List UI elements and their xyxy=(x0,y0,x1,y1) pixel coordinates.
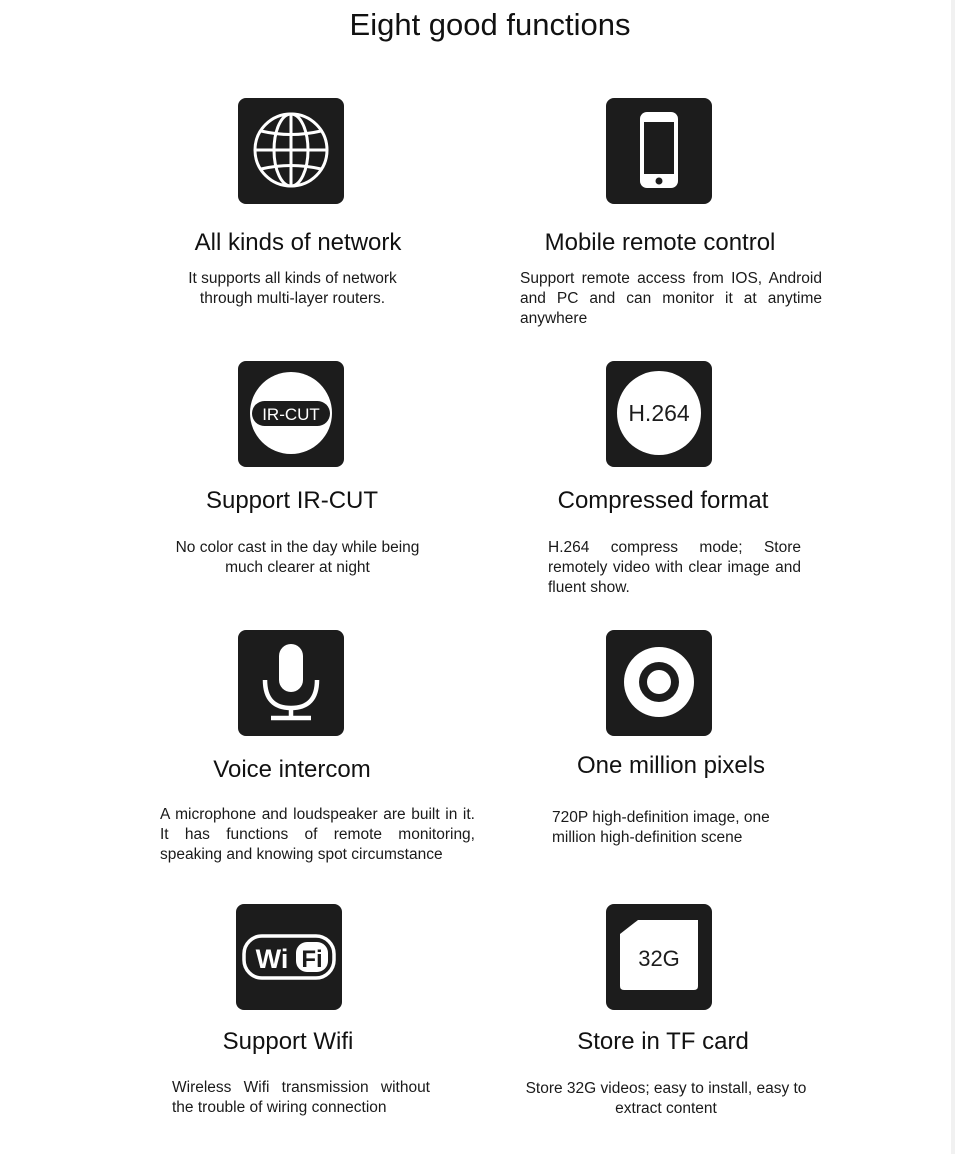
camera-lens-icon xyxy=(606,630,712,736)
feature-title-pixels: One million pixels xyxy=(576,752,766,779)
feature-desc-compressed: H.264 compress mode; Store remotely video with clear image and fluent show. xyxy=(548,539,801,596)
feature-title-wifi: Support Wifi xyxy=(222,1028,354,1055)
globe-icon xyxy=(238,98,344,204)
feature-desc-wifi: Wireless Wifi transmission without the trouble of wiring connection xyxy=(172,1079,430,1116)
page-edge xyxy=(951,0,955,1154)
h264-icon-label: H.264 xyxy=(628,400,690,426)
wifi-logo-icon xyxy=(236,904,342,1010)
feature-desc-mobile: Support remote access from IOS, Android and PC and can monitor it at anytime anywhere xyxy=(520,270,822,327)
ir-cut-icon-label: IR-CUT xyxy=(262,405,320,424)
feature-title-compressed: Compressed format xyxy=(557,487,769,514)
feature-title-mobile: Mobile remote control xyxy=(544,229,776,256)
page-title: Eight good functions xyxy=(349,7,631,42)
feature-desc-network: It supports all kinds of network through multi-layer routers. xyxy=(188,270,397,307)
feature-desc-pixels: 720P high-definition image, one million high-definition scene xyxy=(552,809,770,846)
h264-icon xyxy=(606,361,712,467)
feature-desc-voice: A microphone and loudspeaker are built in it. It has functions of remote monitoring, speaking and knowing spot circumstance xyxy=(160,806,475,863)
sd-card-icon-label: 32G xyxy=(638,946,680,971)
wifi-logo-label-fi: Fi xyxy=(301,946,323,973)
smartphone-icon xyxy=(606,98,712,204)
microphone-icon xyxy=(238,630,344,736)
feature-desc-tfcard: Store 32G videos; easy to install, easy to extract content xyxy=(525,1080,807,1117)
feature-desc-ircut: No color cast in the day while being much clearer at night xyxy=(175,539,420,576)
feature-title-tfcard: Store in TF card xyxy=(577,1028,749,1055)
wifi-logo-label-wi: Wi xyxy=(255,944,289,974)
sd-card-icon xyxy=(606,904,712,1010)
feature-title-network: All kinds of network xyxy=(194,229,402,256)
feature-title-voice: Voice intercom xyxy=(213,756,371,783)
ir-cut-icon xyxy=(238,361,344,467)
feature-title-ircut: Support IR-CUT xyxy=(205,487,379,514)
